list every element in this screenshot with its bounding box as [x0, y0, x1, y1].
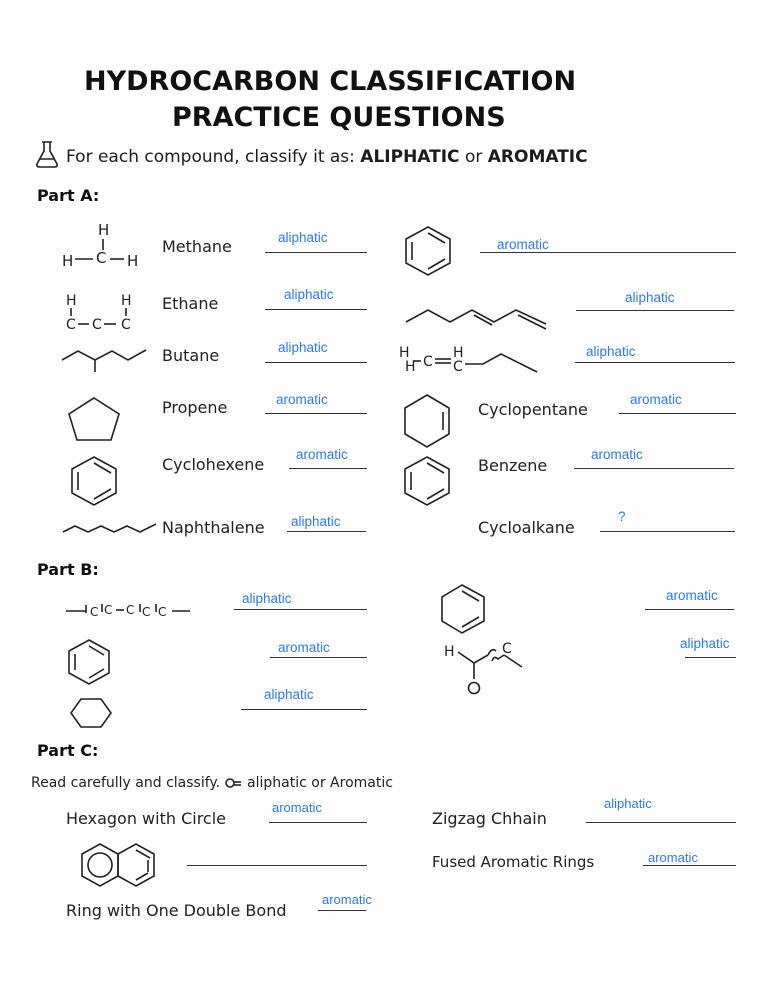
item-name: Hexagon with Circle	[66, 809, 226, 828]
answer-line[interactable]	[241, 709, 367, 710]
instruction-options: aliphatic or Aromatic	[242, 775, 393, 791]
answer-text[interactable]: aromatic	[296, 447, 348, 462]
answer-line[interactable]	[265, 252, 367, 253]
answer-line[interactable]	[575, 362, 735, 363]
benzene-ring	[67, 638, 113, 686]
svg-text:H: H	[66, 293, 77, 309]
compound-name: Cycloalkane	[478, 518, 575, 537]
answer-text[interactable]: aromatic	[630, 392, 682, 407]
answer-line[interactable]	[600, 531, 735, 532]
instruction-or: or	[459, 147, 488, 167]
carbon-chain	[66, 598, 226, 624]
key-icon	[225, 777, 243, 789]
answer-line[interactable]	[270, 657, 367, 658]
benzene-ring	[70, 455, 120, 507]
answer-line[interactable]	[289, 468, 367, 469]
answer-text[interactable]: aliphatic	[264, 687, 314, 702]
answer-text[interactable]: aliphatic	[604, 796, 652, 811]
compound-name: Ethane	[162, 294, 219, 313]
answer-line[interactable]	[265, 413, 367, 414]
answer-line[interactable]	[574, 468, 734, 469]
answer-line[interactable]	[586, 822, 736, 823]
cyclohexadiene-ring	[440, 583, 486, 633]
svg-text:C: C	[90, 605, 99, 619]
diene-chain	[404, 292, 564, 332]
svg-text:H: H	[405, 359, 416, 375]
methane-structure	[62, 222, 142, 272]
answer-text[interactable]: aromatic	[648, 850, 698, 865]
answer-text[interactable]: aromatic	[322, 892, 372, 907]
svg-text:H: H	[127, 252, 139, 270]
svg-text:C: C	[502, 641, 512, 657]
cyclohexane-ring	[69, 697, 113, 729]
svg-text:H: H	[444, 644, 455, 660]
answer-text[interactable]: aromatic	[276, 392, 328, 407]
svg-text:C: C	[423, 354, 433, 370]
part-b-heading: Part B:	[37, 560, 99, 579]
answer-line[interactable]	[265, 362, 367, 363]
answer-text[interactable]: aliphatic	[291, 514, 341, 529]
svg-text:C: C	[453, 359, 463, 375]
answer-text[interactable]: aromatic	[272, 800, 322, 815]
svg-text:C: C	[92, 317, 102, 333]
compound-name: Benzene	[478, 456, 548, 475]
compound-name: Naphthalene	[162, 518, 265, 537]
aldehyde-structure	[444, 639, 534, 701]
title-line-1: HYDROCARBON CLASSIFICATION	[84, 66, 577, 97]
benzene-ring	[404, 225, 454, 277]
compound-name: Methane	[162, 237, 232, 256]
cyclohexene-ring	[403, 393, 453, 449]
answer-text[interactable]: aromatic	[278, 640, 330, 655]
compound-name: Cyclohexene	[162, 455, 265, 474]
compound-name: Propene	[162, 398, 228, 417]
answer-text[interactable]: aromatic	[666, 588, 718, 603]
answer-line[interactable]	[318, 910, 366, 911]
item-name: Fused Aromatic Rings	[432, 853, 595, 871]
answer-line[interactable]	[643, 865, 736, 866]
answer-text[interactable]: aliphatic	[680, 636, 730, 651]
instruction	[66, 147, 588, 167]
compound-name: Butane	[162, 346, 220, 365]
item-name: Zigzag Chhain	[432, 809, 547, 828]
svg-text:C: C	[126, 603, 135, 617]
compound-name: Cyclopentane	[478, 400, 588, 419]
answer-text[interactable]: aromatic	[591, 447, 643, 462]
answer-text[interactable]: ?	[618, 509, 626, 524]
flask-icon	[34, 140, 60, 168]
answer-line[interactable]	[287, 531, 366, 532]
svg-text:C: C	[158, 605, 167, 619]
cyclopentane-ring	[67, 396, 123, 442]
part-c-heading: Part C:	[37, 741, 99, 760]
option-aliphatic: ALIPHATIC	[360, 147, 460, 167]
answer-line[interactable]	[619, 413, 736, 414]
instruction-text: Read carefully and classify.	[31, 775, 225, 791]
answer-text[interactable]: aliphatic	[284, 287, 334, 302]
svg-text:H: H	[98, 221, 110, 239]
naphthalene-structure	[78, 842, 168, 888]
answer-text[interactable]: aliphatic	[278, 230, 328, 245]
svg-text:C: C	[66, 317, 76, 333]
propane-structure	[66, 292, 146, 338]
answer-text[interactable]: aliphatic	[586, 344, 636, 359]
svg-text:C: C	[104, 603, 113, 617]
answer-line[interactable]	[645, 609, 734, 610]
alkene-chain	[399, 344, 549, 378]
answer-line[interactable]	[265, 309, 367, 310]
svg-text:C: C	[142, 605, 151, 619]
svg-text:H: H	[121, 293, 132, 309]
answer-line[interactable]	[480, 252, 736, 253]
answer-line[interactable]	[234, 609, 367, 610]
option-aromatic: AROMATIC	[487, 147, 588, 167]
title-line-2: PRACTICE QUESTIONS	[172, 102, 506, 133]
answer-text[interactable]: aromatic	[497, 237, 549, 252]
svg-text:H: H	[399, 345, 410, 361]
svg-text:H: H	[62, 252, 74, 270]
answer-text[interactable]: aliphatic	[278, 340, 328, 355]
item-name: Ring with One Double Bond	[66, 901, 287, 920]
answer-line[interactable]	[269, 822, 367, 823]
zigzag-chain	[61, 517, 157, 537]
benzene-ring	[403, 455, 453, 507]
answer-text[interactable]: aliphatic	[242, 591, 292, 606]
answer-line[interactable]	[576, 310, 734, 311]
part-c-instruction	[31, 775, 393, 791]
branched-alkane-skeletal	[60, 342, 156, 376]
answer-text[interactable]: aliphatic	[625, 290, 675, 305]
answer-line[interactable]	[685, 657, 736, 658]
svg-text:H: H	[453, 345, 464, 361]
answer-line[interactable]	[187, 865, 367, 866]
svg-text:C: C	[96, 249, 107, 267]
part-a-heading: Part A:	[37, 186, 100, 205]
instruction-text: For each compound, classify it as:	[66, 147, 361, 167]
svg-text:C: C	[121, 317, 131, 333]
